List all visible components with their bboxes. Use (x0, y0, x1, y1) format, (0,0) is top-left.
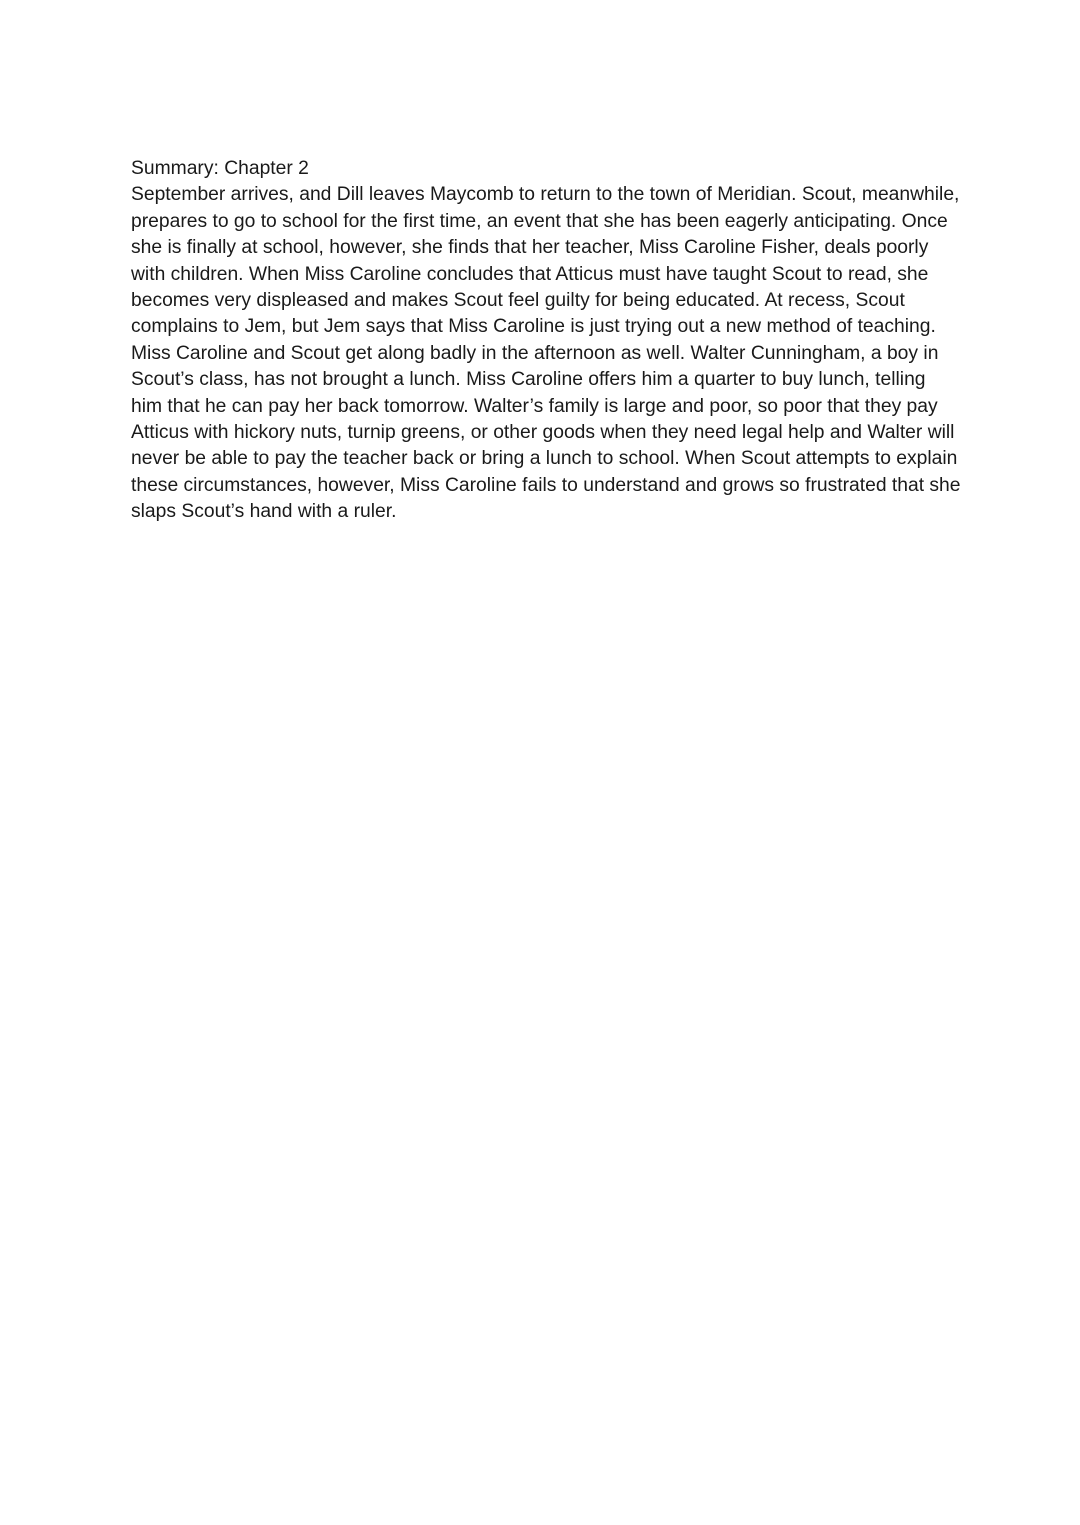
document-body (131, 156, 961, 526)
paragraph-1: September arrives, and Dill leaves Maycomb to return to the town of Meridian. Scout, meanwhile, prepares to go to school for the first time, an event that she has been eagerly anticipating. Once she is finally at school, however, she finds that her teacher, Miss Caroline Fisher, deals poorly with children. When Miss Caroline concludes that Atticus must have taught Scout to read, she becomes very displeased and makes Scout feel guilty for being educated. At recess, Scout complains to Jem, but Jem says that Miss Caroline is just trying out a new method of teaching. (131, 184, 960, 338)
section-heading: Summary: Chapter 2 (131, 158, 309, 179)
paragraph-2: Miss Caroline and Scout get along badly in the afternoon as well. Walter Cunningham, a boy in Scout’s class, has not brought a lunch. Miss Caroline offers him a quarter to buy lunch, telling him that he can pay her back tomorrow. Walter’s family is large and poor, so poor that they pay Atticus with hickory nuts, turnip greens, or other goods when they need legal help and Walter will never be able to pay the teacher back or bring a lunch to school. When Scout attempts to explain these circumstances, however, Miss Caroline fails to understand and grows so frustrated that she slaps Scout’s hand with a ruler. (131, 342, 961, 523)
